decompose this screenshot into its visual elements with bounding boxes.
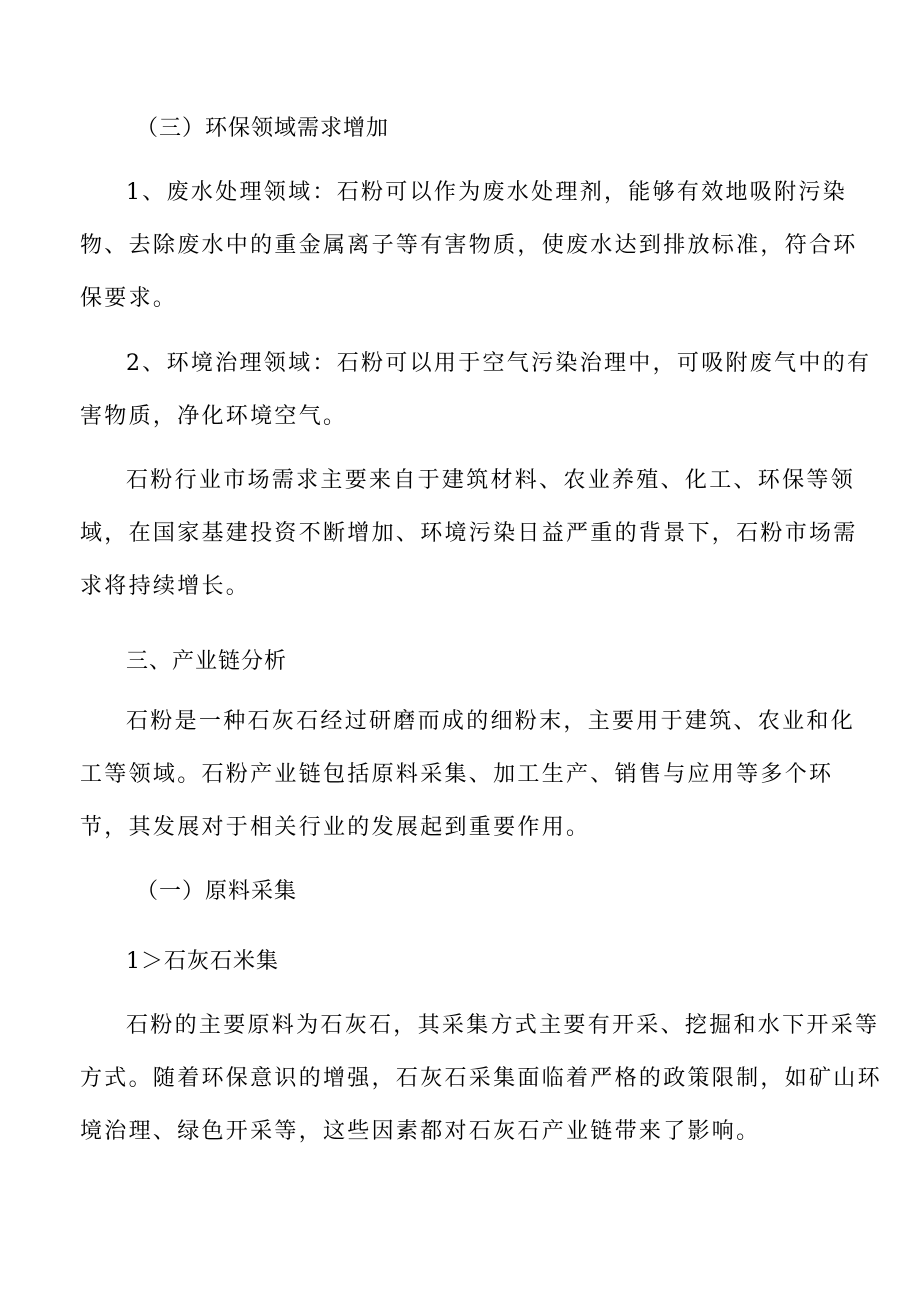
paragraph-line: 石粉是一种石灰石经过研磨而成的细粉末，主要用于建筑、农业和化 [126, 709, 856, 734]
paragraph-line: 节，其发展对于相关行业的发展起到重要作用。 [80, 815, 591, 840]
section-heading-environmental-demand: （三）环保领域需求增加 [136, 116, 390, 141]
paragraph-line: 域，在国家基建投资不断增加、环境污染日益严重的背景下，石粉市场需 [80, 521, 858, 546]
paragraph-line: 求将持续增长。 [80, 574, 251, 599]
paragraph-line: 保要求。 [80, 286, 178, 311]
paragraph-line: 境治理、绿色开采等，这些因素都对石灰石产业链带来了影响。 [80, 1119, 761, 1144]
section-heading-raw-material: （一）原料采集 [136, 879, 298, 904]
paragraph-line: 2、环境治理领域：石粉可以用于空气污染治理中，可吸附废气中的有 [126, 351, 872, 376]
chapter-heading-industry-chain: 三、产业链分析 [126, 649, 288, 674]
subheading-limestone-collection: 1＞石灰石米集 [126, 949, 279, 974]
paragraph-line: 害物质，净化环境空气。 [80, 404, 348, 429]
paragraph-line: 方式。随着环保意识的增强，石灰石采集面临着严格的政策限制，如矿山环 [80, 1066, 882, 1091]
paragraph-line: 1、废水处理领域：石粉可以作为废水处理剂，能够有效地吸附污染 [126, 180, 847, 205]
paragraph-line: 石粉行业市场需求主要来自于建筑材料、农业养殖、化工、环保等领 [126, 468, 856, 493]
paragraph-line: 工等领域。石粉产业链包括原料采集、加工生产、销售与应用等多个环 [80, 762, 834, 787]
paragraph-line: 石粉的主要原料为石灰石，其采集方式主要有开采、挖掘和水下开采等 [126, 1013, 880, 1038]
paragraph-line: 物、去除废水中的重金属离子等有害物质，使废水达到排放标准，符合环 [80, 233, 858, 258]
